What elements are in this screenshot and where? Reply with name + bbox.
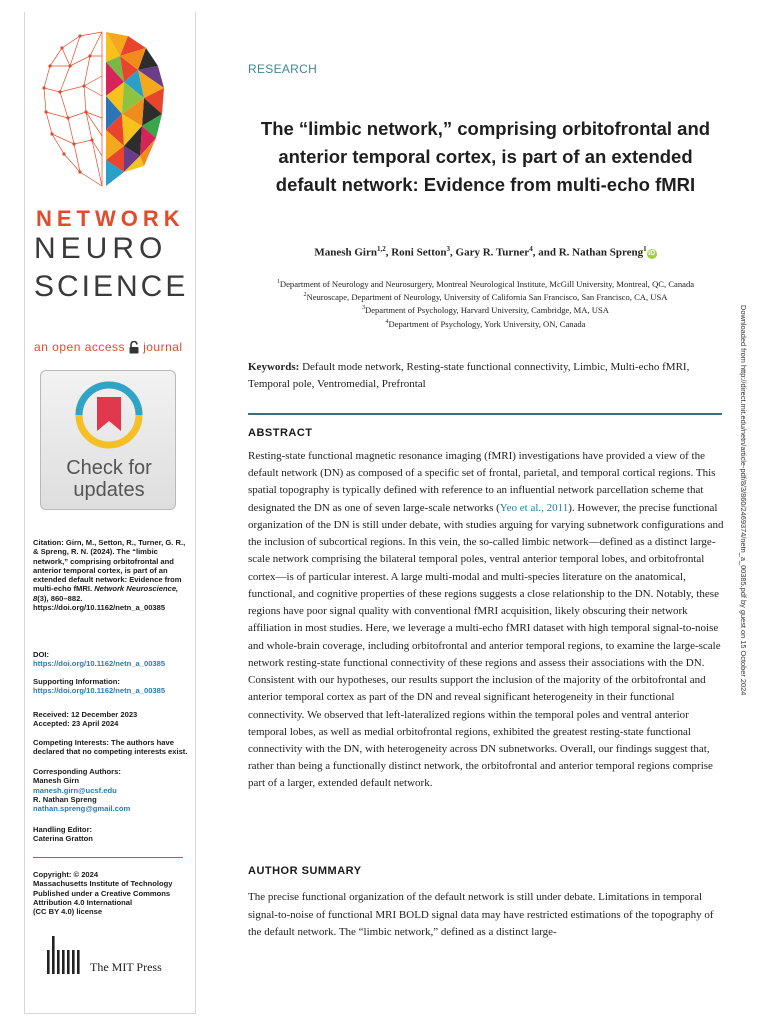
abstract-heading: ABSTRACT [248,427,313,439]
copyright-line-2: Massachusetts Institute of Technology [33,879,173,889]
section-divider [248,413,722,415]
brain-logo-icon [40,26,168,196]
corresponding-author-1: Manesh Girn [33,776,79,786]
affiliation-text: Department of Psychology, Harvard University, Cambridge, MA, USA [364,305,609,315]
check-updates-line1: Check for [66,457,152,479]
author-affiliation-ref: 4 [529,245,533,253]
author-name[interactable]: Manesh Girn [314,246,377,259]
copyright-line-1: Copyright: © 2024 [33,870,99,879]
abstract-part-2: ). However, the precise functional organization of the DN is still under debate, with studies arguing for varying subnetwork configurations and the inclusion of subcortical regions. In this vein, the so-called limbic network—defined as a distinct large-scale network comprising the bilateral temporal poles, ventral anterior temporal lobes, and orbitofrontal cortex—is of particular interest. A large multi-modal and multi-species literature on the anatomical, functional, and cognitive properties of these regions suggests a close relationship to the DN. Notably, these regions have poor signal quality with conventional fMRI acquisition, likely obscuring their network affiliation in most studies. Here, we leverage a multi-echo fMRI dataset with high temporal signal-to-noise and whole-brain coverage, including orbitofrontal and anterior temporal regions, to examine the large-scale network resting-state functional connectivity of these regions and assess their associations with the DN. Consistent with our hypotheses, our results support the inclusion of the majority of the orbitofrontal and anterior temporal cortex as part of the DN and reveal significant heterogeneity in their functional connectivity. We observed that left-lateralized regions within the temporal poles and ventral anterior temporal lobes, as well as medial orbitofrontal regions, exhibited the greatest resting-state functional connectivity with the DN, with heterogeneity across DN subnetworks. Overall, our findings suggest that, rather than being a functionally distinct network, the orbitofrontal and anterior temporal regions comprise part of a larger, extended default network. [248,501,724,790]
citation-label: Citation: [33,538,64,547]
journal-name-science: SCIENCE [34,270,189,303]
accepted-date: Accepted: 23 April 2024 [33,719,119,729]
corresponding-label: Corresponding Authors: [33,767,121,776]
affiliation-text: Department of Neurology and Neurosurgery, Montreal Neurological Institute, McGill University, Montreal, QC, Canada [279,279,695,289]
affiliation-text: Neuroscape, Department of Neurology, University of California San Francisco, San Francisco, CA, USA [306,292,668,302]
journal-name-network: NETWORK [36,206,185,231]
open-access-label [34,340,183,354]
journal-name-neuro: NEURO [34,232,168,265]
doi-link[interactable]: https://doi.org/10.1162/netn_a_00385 [33,659,166,669]
abstract-text [248,448,724,793]
author-separator: , and [532,246,559,259]
supporting-info-block [33,677,191,696]
check-updates-label [41,457,177,501]
author-summary-heading: AUTHOR SUMMARY [248,865,362,877]
competing-interests: Competing Interests: The authors have declared that no competing interests exist. [33,738,188,757]
author-name[interactable]: R. Nathan Spreng [558,246,644,259]
copyright-block [33,870,191,916]
affiliation-number: 3 [361,305,365,312]
copyright-line-5: (CC BY 4.0) license [33,907,103,917]
citation-link[interactable]: Yeo et al., 2011 [499,501,569,514]
keywords-text: Default mode network, Resting-state functional connectivity, Limbic, Multi-echo fMRI, Temporal pole, Ventromedial, Prefrontal [248,361,690,390]
check-updates-line2: updates [73,479,145,501]
author-separator: , [450,246,456,259]
citation-issue: (3), 860–882. https://doi.org/10.1162/netn_a_00385 [33,593,166,613]
author-affiliation-ref: 1,2 [376,245,386,253]
check-for-updates-button[interactable] [40,370,176,510]
sidebar-divider [33,857,183,858]
abstract-part-1: Resting-state functional magnetic resonance imaging (fMRI) investigations have provided a view of the default network (DN) as composed of a specific set of frontal, parietal, and temporal cortical regions. This spatial topography is typically defined with reference to an influential network parcellation scheme that designated the DN as one of seven large-scale networks ( [248,450,716,514]
keywords-label: Keywords: [248,361,300,373]
orcid-icon[interactable]: iD [648,249,656,257]
affiliation-number: 1 [276,279,280,286]
open-access-text: an open access [34,340,126,354]
author-name[interactable]: Roni Setton [391,246,447,259]
author-separator: , [385,246,392,259]
affiliation-text: Department of Psychology, York University, ON, Canada [388,319,586,329]
author-affiliation-ref: 1 [643,245,647,253]
open-lock-icon [129,341,139,354]
citation-block [33,538,191,612]
author-list [248,245,723,259]
author-affiliation-ref: 3 [446,245,451,253]
copyright-line-4: Attribution 4.0 International [33,897,133,907]
corresponding-email-2[interactable]: nathan.spreng@gmail.com [33,804,131,814]
publisher-name: The MIT Press [90,960,162,974]
citation-text: Girn, M., Setton, R., Turner, G. R., & Spreng, R. N. (2024). The “limbic network,” comprising orbitofrontal and anterior temporal cortex, is part of an extended default network: Evidence from multi-echo fMRI. [33,538,186,594]
received-date: Received: 12 December 2023 [33,710,138,719]
dates-block [33,710,191,729]
journal-word: journal [143,340,183,354]
corresponding-author-2: R. Nathan Spreng [33,794,97,804]
corresponding-email-1[interactable]: manesh.girn@ucsf.edu [33,785,117,795]
affiliation [248,319,723,329]
author-summary-text: The precise functional organization of the default network is still under debate. Limitations in temporal signal-to-noise of functional MRI BOLD signal data may have restricted estimations of the topography of the default network. The “limbic network,” defined as a distinct large- [248,891,714,938]
citation-journal: Network Neuroscience, 8 [33,584,179,603]
supporting-link[interactable]: https://doi.org/10.1162/netn_a_00385 [33,686,166,696]
affiliation-number: 4 [385,319,389,326]
article-title: The “limbic network,” comprising orbitofrontal and anterior temporal cortex, is part of an extended default network: Evidence from multi-echo fMRI [260,118,711,195]
affiliation [248,305,723,315]
affiliation-number: 2 [303,292,307,299]
check-updates-icon [73,379,145,451]
handling-editor-block [33,825,191,844]
author-name[interactable]: Gary R. Turner [455,246,530,259]
section-label: RESEARCH [248,62,318,76]
handling-editor: Caterina Gratton [33,834,93,844]
handling-label: Handling Editor: [33,825,93,834]
download-note: Downloaded from http://direct.mit.edu/netn/article-pdf/8/3/860/2469374/netn_a_00385.pdf by guest on 15 October 2024 [739,305,748,696]
copyright-line-3: Published under a Creative Commons [33,888,171,898]
supporting-label: Supporting Information: [33,677,120,686]
doi-block [33,650,191,669]
mit-press-logo-icon [47,936,81,974]
affiliation [248,279,723,289]
corresponding-authors-block [33,767,191,813]
keywords-block [248,359,726,393]
affiliation [248,292,723,302]
doi-label: DOI: [33,650,50,659]
